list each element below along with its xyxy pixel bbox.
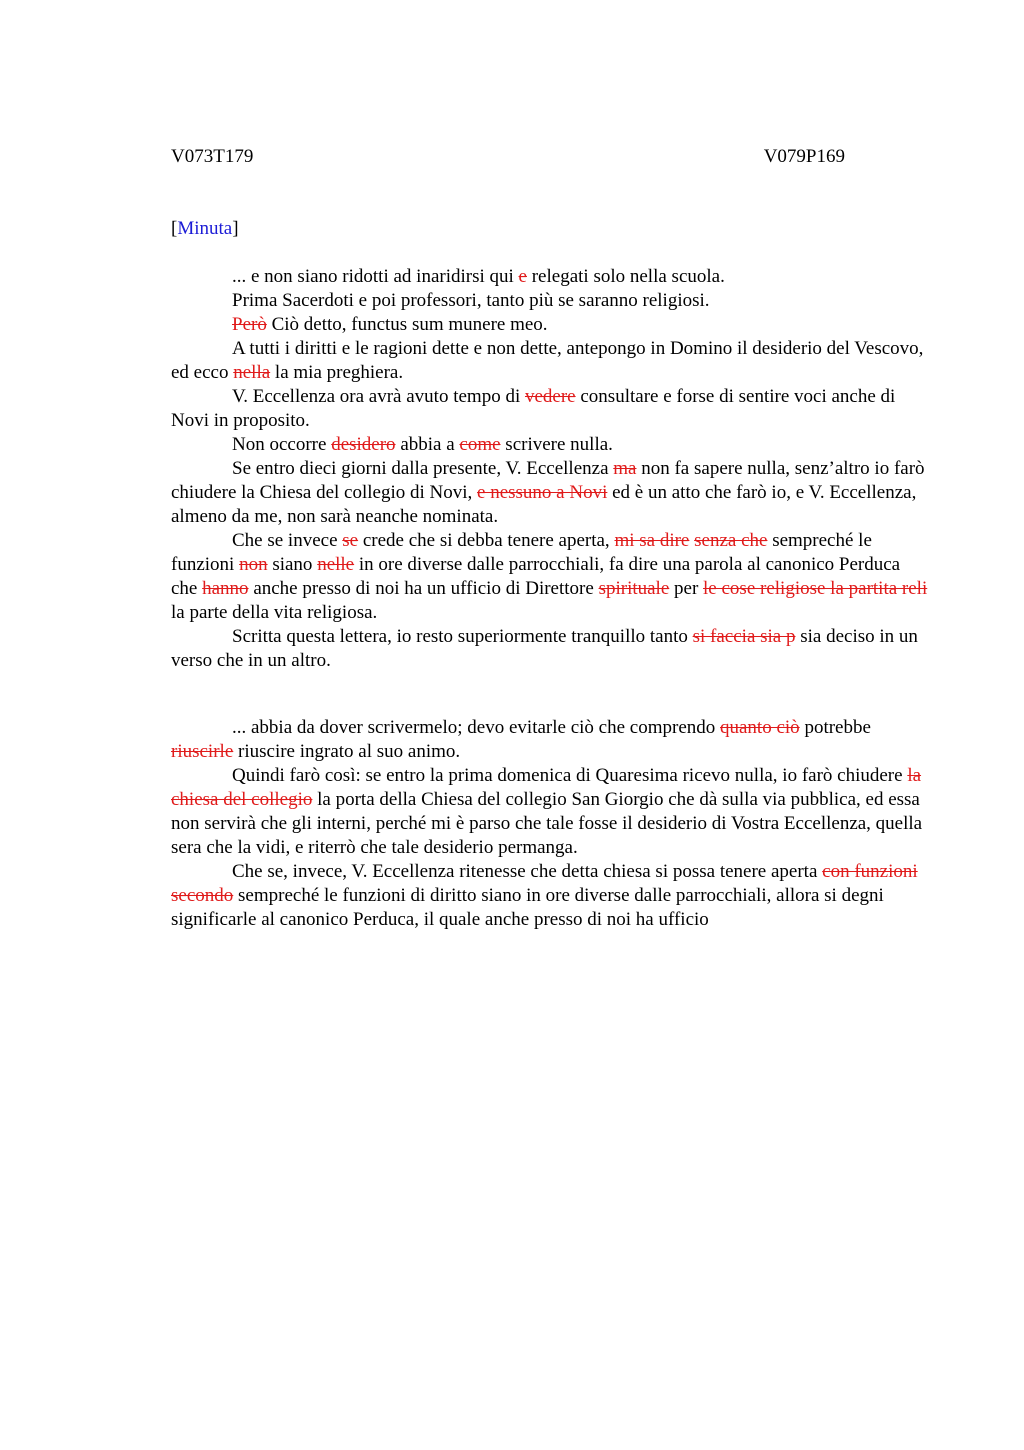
deleted-text: e nessuno a Novi — [477, 482, 608, 503]
header-right-code: V079P169 — [763, 146, 845, 167]
deleted-text: se — [342, 530, 359, 551]
deleted-text: come — [459, 434, 501, 455]
text-run: Se entro dieci giorni dalla presente, V. Eccellenza — [232, 458, 614, 479]
text-run: la porta della Chiesa del collegio San Giorgio che dà sulla via pubblica, ed essa non servirà che gli interni, perché mi è parso che tale fosse il desiderio di Vostra Eccellenza, quella sera che la vidi, e riterrò che tale desiderio permanga. — [171, 789, 923, 858]
text-run: Scritta questa lettera, io resto superiormente tranquillo tanto — [232, 626, 693, 647]
text-run: abbia a — [395, 434, 460, 455]
text-run: potrebbe — [799, 717, 871, 738]
text-block-1 — [171, 265, 929, 673]
paragraph — [171, 860, 929, 932]
deleted-text: nella — [233, 362, 271, 383]
text-run: Prima Sacerdoti e poi professori, tanto più se saranno religiosi. — [232, 290, 710, 311]
deleted-text: hanno — [202, 578, 249, 599]
text-run: V. Eccellenza ora avrà avuto tempo di — [232, 386, 525, 407]
text-run: siano — [267, 554, 318, 575]
deleted-text: vedere — [524, 386, 576, 407]
text-run: scrivere nulla. — [500, 434, 613, 455]
paragraph — [171, 265, 929, 289]
paragraph — [171, 337, 929, 385]
text-run: relegati solo nella scuola. — [526, 266, 725, 287]
text-run: Ciò detto, functus sum munere meo. — [266, 314, 548, 335]
text-run: ed è un atto che farò io, e V. Eccellenza, almeno da me, non sarà neanche nominata. — [171, 482, 917, 527]
deleted-text: senza che — [694, 530, 768, 551]
deleted-text: con funzioni secondo — [171, 861, 918, 906]
text-run: Non occorre — [232, 434, 332, 455]
label-text: Minuta — [177, 218, 233, 239]
text-run: la parte della vita religiosa. — [171, 602, 378, 623]
text-run: la mia preghiera. — [270, 362, 404, 383]
text-run: ... abbia da dover scrivermelo; devo evitarle ciò che comprendo — [232, 717, 720, 738]
header-left-code: V073T179 — [171, 146, 254, 167]
text-run: A tutti i diritti e le ragioni dette e non dette, antepongo in Domino il desiderio del Vescovo, ed ecco — [171, 338, 924, 383]
text-run: riuscire ingrato al suo animo. — [233, 741, 461, 762]
document-header — [171, 145, 845, 169]
label-close-bracket: ] — [232, 218, 239, 239]
text-run: per — [669, 578, 704, 599]
paragraph — [171, 289, 929, 313]
text-run: sempreché le funzioni di diritto siano in ore diverse dalle parrocchiali, allora si degni significarle al canonico Perduca, il quale anche presso di noi ha ufficio — [171, 885, 884, 930]
paragraph — [171, 716, 929, 764]
paragraph — [171, 457, 929, 529]
deleted-text: Però — [232, 314, 267, 335]
deleted-text: spirituale — [598, 578, 670, 599]
deleted-text: le cose religiose la partita reli — [703, 578, 928, 599]
deleted-text: ma — [613, 458, 637, 479]
text-run: Che se invece — [232, 530, 343, 551]
paragraph — [171, 385, 929, 433]
deleted-text: riuscirle — [171, 741, 234, 762]
text-run: consultare e forse di sentire voci anche di Novi in proposito. — [171, 386, 896, 431]
paragraph — [171, 433, 929, 457]
paragraph — [171, 625, 929, 673]
deleted-text: quanto ciò — [720, 717, 800, 738]
text-run: non fa sapere nulla, senz’altro io farò chiudere la Chiesa del collegio di Novi, — [171, 458, 925, 503]
deleted-text: e — [518, 266, 527, 287]
text-run: anche presso di noi ha un ufficio di Direttore — [248, 578, 599, 599]
paragraph — [171, 313, 929, 337]
text-run: sempreché le funzioni — [171, 530, 872, 575]
text-run: sia deciso in un verso che in un altro. — [171, 626, 918, 671]
minuta-label — [171, 217, 239, 241]
text-run: ... e non siano ridotti ad inaridirsi qui — [232, 266, 519, 287]
deleted-text: la chiesa del collegio — [171, 765, 922, 810]
text-run: crede che si debba tenere aperta, — [358, 530, 615, 551]
deleted-text: si faccia sia p — [692, 626, 796, 647]
text-run: Quindi farò così: se entro la prima domenica di Quaresima ricevo nulla, io farò chiudere — [232, 765, 908, 786]
text-block-2 — [171, 716, 929, 932]
text-run: Che se, invece, V. Eccellenza ritenesse che detta chiesa si possa tenere aperta — [232, 861, 823, 882]
label-open-bracket: [ — [171, 218, 178, 239]
text-run: in ore diverse dalle parrocchiali, fa dire una parola al canonico Perduca che — [171, 554, 901, 599]
deleted-text: mi sa dire — [614, 530, 690, 551]
paragraph — [171, 529, 929, 625]
deleted-text: desidero — [331, 434, 396, 455]
deleted-text: nelle — [317, 554, 355, 575]
paragraph — [171, 764, 929, 860]
deleted-text: non — [239, 554, 268, 575]
